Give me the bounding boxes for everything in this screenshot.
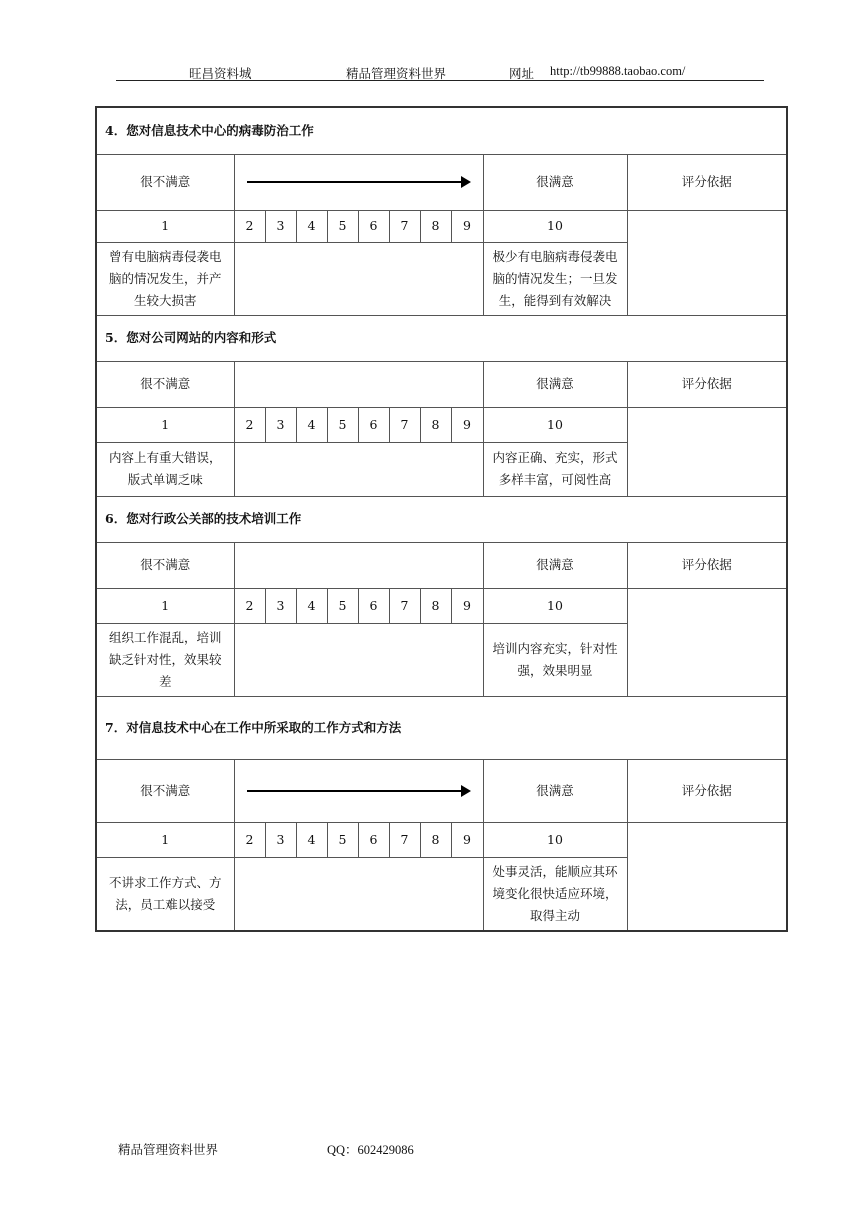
question-title: 6．您对行政公关部的技术培训工作 xyxy=(96,496,787,542)
low-scale-label: 很不满意 xyxy=(96,759,234,822)
score-cell-3[interactable]: 3 xyxy=(265,588,296,623)
score-row xyxy=(96,210,787,242)
middle-description-blank xyxy=(234,242,483,315)
score-cell-4[interactable]: 4 xyxy=(296,822,327,857)
basis-label: 评分依据 xyxy=(627,542,787,588)
score-cell-6[interactable]: 6 xyxy=(358,822,389,857)
scale-arrow-cell xyxy=(234,154,483,210)
question-title-row xyxy=(96,315,787,361)
score-cell-4[interactable]: 4 xyxy=(296,210,327,242)
score-cell-1[interactable]: 1 xyxy=(96,407,234,442)
score-cell-1[interactable]: 1 xyxy=(96,210,234,242)
score-cell-6[interactable]: 6 xyxy=(358,210,389,242)
low-description: 内容上有重大错误，版式单调乏味 xyxy=(96,442,234,496)
low-scale-label: 很不满意 xyxy=(96,542,234,588)
scale-label-row xyxy=(96,154,787,210)
basis-input-cell[interactable] xyxy=(627,588,787,696)
question-title: 7．对信息技术中心在工作中所采取的工作方式和方法 xyxy=(96,696,787,759)
scale-label-row xyxy=(96,759,787,822)
score-cell-10[interactable]: 10 xyxy=(483,588,627,623)
basis-input-cell[interactable] xyxy=(627,822,787,931)
right-arrow-icon xyxy=(247,176,471,188)
high-scale-label: 很满意 xyxy=(483,154,627,210)
score-cell-8[interactable]: 8 xyxy=(420,822,451,857)
question-title: 5．您对公司网站的内容和形式 xyxy=(96,315,787,361)
basis-label: 评分依据 xyxy=(627,361,787,407)
score-cell-8[interactable]: 8 xyxy=(420,588,451,623)
header-left-text: 旺昌资料城 xyxy=(189,66,252,81)
low-description: 曾有电脑病毒侵袭电脑的情况发生，并产生较大损害 xyxy=(96,242,234,315)
high-scale-label: 很满意 xyxy=(483,759,627,822)
scale-arrow-cell xyxy=(234,542,483,588)
score-cell-5[interactable]: 5 xyxy=(327,822,358,857)
high-description: 培训内容充实，针对性强，效果明显 xyxy=(483,623,627,696)
score-cell-9[interactable]: 9 xyxy=(451,210,483,242)
page-header xyxy=(0,62,868,82)
footer-qq-text: QQ：602429086 xyxy=(327,1143,414,1157)
score-cell-3[interactable]: 3 xyxy=(265,407,296,442)
low-description: 组织工作混乱，培训缺乏针对性，效果较差 xyxy=(96,623,234,696)
header-url-label: 网址 xyxy=(509,66,535,81)
score-cell-5[interactable]: 5 xyxy=(327,407,358,442)
middle-description-blank xyxy=(234,623,483,696)
scale-label-row xyxy=(96,542,787,588)
high-description: 极少有电脑病毒侵袭电脑的情况发生；一旦发生，能得到有效解决 xyxy=(483,242,627,315)
score-cell-9[interactable]: 9 xyxy=(451,407,483,442)
basis-input-cell[interactable] xyxy=(627,210,787,315)
header-center-text: 精品管理资料世界 xyxy=(346,66,447,81)
score-cell-6[interactable]: 6 xyxy=(358,588,389,623)
score-cell-6[interactable]: 6 xyxy=(358,407,389,442)
score-cell-7[interactable]: 7 xyxy=(389,822,420,857)
score-cell-10[interactable]: 10 xyxy=(483,407,627,442)
score-cell-9[interactable]: 9 xyxy=(451,822,483,857)
question-title-row xyxy=(96,696,787,759)
header-divider xyxy=(116,80,764,81)
low-description: 不讲求工作方式、方法，员工难以接受 xyxy=(96,857,234,931)
basis-label: 评分依据 xyxy=(627,759,787,822)
basis-input-cell[interactable] xyxy=(627,407,787,496)
survey-table xyxy=(95,106,788,932)
scale-label-row xyxy=(96,361,787,407)
score-cell-2[interactable]: 2 xyxy=(234,588,265,623)
score-cell-7[interactable]: 7 xyxy=(389,588,420,623)
score-cell-2[interactable]: 2 xyxy=(234,407,265,442)
score-cell-3[interactable]: 3 xyxy=(265,822,296,857)
score-cell-2[interactable]: 2 xyxy=(234,210,265,242)
scale-arrow-cell xyxy=(234,361,483,407)
footer-left-text: 精品管理资料世界 xyxy=(118,1142,219,1157)
score-cell-1[interactable]: 1 xyxy=(96,822,234,857)
score-cell-10[interactable]: 10 xyxy=(483,210,627,242)
right-arrow-icon xyxy=(247,785,471,797)
score-cell-4[interactable]: 4 xyxy=(296,588,327,623)
middle-description-blank xyxy=(234,857,483,931)
score-cell-2[interactable]: 2 xyxy=(234,822,265,857)
score-cell-5[interactable]: 5 xyxy=(327,588,358,623)
middle-description-blank xyxy=(234,442,483,496)
score-row xyxy=(96,588,787,623)
high-description: 处事灵活，能顺应其环境变化很快适应环境，取得主动 xyxy=(483,857,627,931)
low-scale-label: 很不满意 xyxy=(96,154,234,210)
header-url-link[interactable]: http://tb99888.taobao.com/ xyxy=(550,64,686,78)
score-cell-3[interactable]: 3 xyxy=(265,210,296,242)
score-cell-7[interactable]: 7 xyxy=(389,407,420,442)
score-cell-4[interactable]: 4 xyxy=(296,407,327,442)
question-title: 4．您对信息技术中心的病毒防治工作 xyxy=(96,107,787,154)
score-cell-1[interactable]: 1 xyxy=(96,588,234,623)
scale-arrow-cell xyxy=(234,759,483,822)
score-cell-10[interactable]: 10 xyxy=(483,822,627,857)
low-scale-label: 很不满意 xyxy=(96,361,234,407)
score-cell-8[interactable]: 8 xyxy=(420,407,451,442)
high-description: 内容正确、充实，形式多样丰富，可阅性高 xyxy=(483,442,627,496)
score-cell-7[interactable]: 7 xyxy=(389,210,420,242)
question-title-row xyxy=(96,496,787,542)
basis-label: 评分依据 xyxy=(627,154,787,210)
question-title-row xyxy=(96,107,787,154)
score-cell-5[interactable]: 5 xyxy=(327,210,358,242)
score-row xyxy=(96,822,787,857)
score-row xyxy=(96,407,787,442)
high-scale-label: 很满意 xyxy=(483,361,627,407)
score-cell-8[interactable]: 8 xyxy=(420,210,451,242)
high-scale-label: 很满意 xyxy=(483,542,627,588)
score-cell-9[interactable]: 9 xyxy=(451,588,483,623)
